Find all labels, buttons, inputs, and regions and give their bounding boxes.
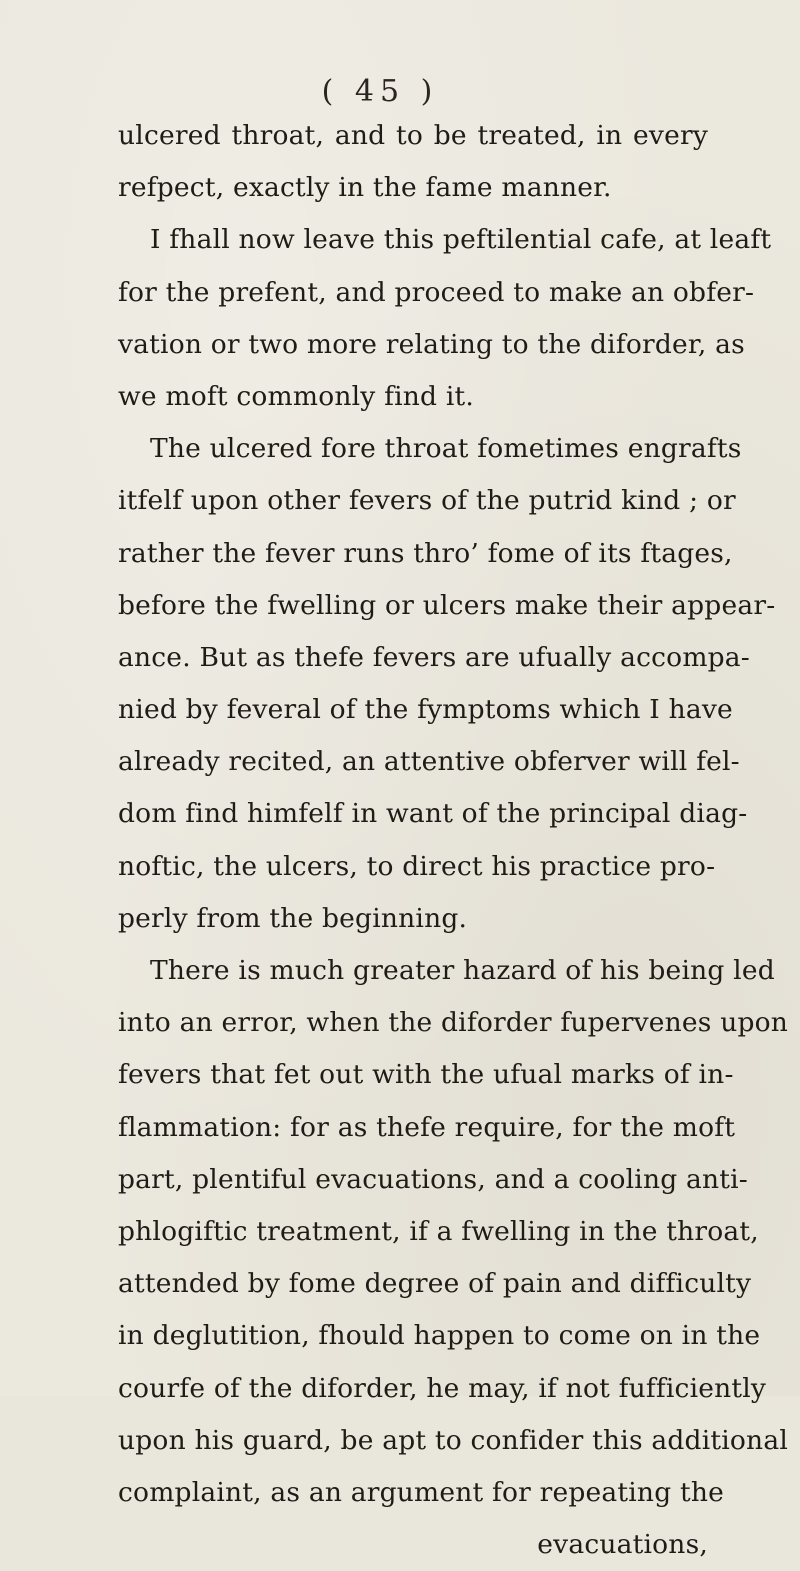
text-line: already recited, an attentive obferver will fel-: [118, 746, 740, 778]
text-line: There is much greater hazard of his being led: [150, 955, 775, 986]
text-line: vation or two more relating to the diforder, as: [118, 328, 745, 360]
text-line: phlogiftic treatment, if a fwelling in the throat,: [118, 1215, 759, 1247]
text-line: nied by feveral of the fymptoms which I have: [118, 694, 733, 726]
text-line: part, plentiful evacuations, and a cooling anti-: [118, 1163, 748, 1195]
text-line: fevers that fet out with the ufual marks of in-: [118, 1059, 734, 1091]
body-text: [118, 110, 789, 1571]
text-line: we moft commonly find it.: [118, 380, 474, 412]
text-line: before the fwelling or ulcers make their appear-: [118, 589, 776, 621]
text-line: flammation: for as thefe require, for the moft: [118, 1111, 736, 1143]
text-line: courfe of the diforder, he may, if not fufficiently: [118, 1372, 767, 1404]
text-line: rather the fever runs thro’ fome of its ftages,: [118, 537, 733, 569]
text-line: noftic, the ulcers, to direct his practice pro-: [118, 850, 716, 882]
text-line: ulcered thrоat, and to be treated, in every: [118, 120, 708, 151]
text-line: dom find himfelf in want of the principal diag-: [118, 798, 748, 830]
text-line: refpect, exactly in the fame manner.: [118, 172, 612, 204]
text-line: I fhall now leave this peftilential cafe, at leaft: [150, 224, 772, 256]
text-line: for the prefent, and proceed to make an obfer-: [118, 276, 755, 308]
page-number: ( 45 ): [321, 74, 439, 109]
text-line: The ulcered fore throat fometimes engrafts: [150, 433, 742, 465]
text-line: complaint, as an argument for repeating the: [118, 1476, 724, 1508]
text-line: ance. But as thefe fevers are ufually accompa-: [118, 641, 750, 673]
text-line: upon his guard, be apt to confider this additional: [118, 1424, 789, 1456]
text-line: into an error, when the diforder fupervenes upon: [118, 1007, 789, 1039]
text-line: attended by fome degree of pain and difficulty: [118, 1268, 752, 1300]
text-line: perly from the beginning.: [118, 902, 468, 934]
text-line: itfelf upon other fevers of the putrid kind ; or: [118, 485, 736, 517]
catchword: evacuations,: [537, 1529, 708, 1561]
text-line: in deglutition, fhould happen to come on in the: [118, 1320, 761, 1352]
